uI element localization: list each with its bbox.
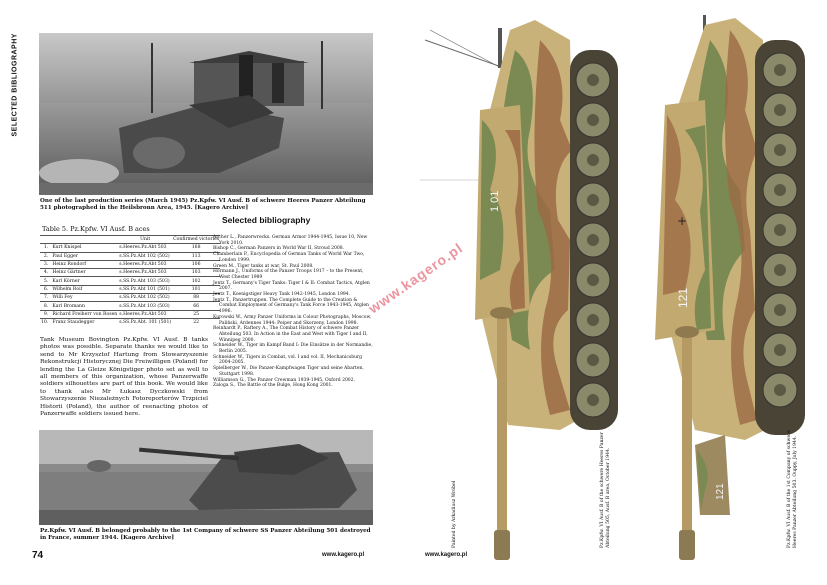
photo1-caption: One of the last production series (March 1945) Pz.Kpfw. VI Ausf. B of schwere Heeres Panzer Abteilung 511 photographed in the Heilsbronn Area, 1945. [Kagero Archive] <box>40 198 366 211</box>
table-cell: s.SS.Pz.Abt. 101 (501) <box>119 320 172 326</box>
website-footer-left: www.kagero.pl <box>322 552 365 558</box>
header-cell: Unit <box>118 236 172 244</box>
website-footer-right: www.kagero.pl <box>425 552 468 558</box>
turret-rear-number: 121 <box>715 483 726 500</box>
table-row <box>40 310 220 318</box>
header-cell <box>40 236 51 244</box>
table-cell: 102 <box>172 277 220 285</box>
watermark: www.kagero.pl <box>365 239 466 317</box>
bibliography-entry: Spielberger W., Die Panzer-Kampfwagen Tiger und seine Abarten, Stuttgart 1998. <box>213 366 364 377</box>
bibliography-entry: Kurowski W., Army Panzer Uniforms in Colour Photographs, Moscow, Paliński, Ardennes 1944: Peiper and Skorzeny, London 1998. <box>213 314 372 326</box>
table-cell: 3. <box>40 260 51 268</box>
table-cell: 5. <box>40 277 51 285</box>
table-row <box>40 260 220 268</box>
table-cell: 22 <box>172 318 220 326</box>
aces-table-caption: Table 5. Pz.Kpfw. VI Ausf. B aces <box>42 225 150 233</box>
page-number: 74 <box>32 550 44 561</box>
acknowledgement-text: Tank Museum Bovington Pz.Kpfw. VI Ausf. B tanks photos was possible. Separate thanks we would like to send to Mr Krzysztof Hartung from Stowarzyszenie Rekonstrukcji Historycznej Die Freiwilligen (Poland) for lending the La Gleize Königstiger photo set as well to all members of this organization, whose Panzerwaffe soldiers silhouettes are part of this book. We would like to thank also Mr Łukasz Dyczkowski from Stowarzyszenie Niezależnych Fotoreporterów Trzpiciel Historii (Poland), the author of reenacting photos of Panzerwaffe soldiers issued here. <box>40 337 208 418</box>
destroyed-tank-photo <box>39 430 373 525</box>
bibliography-entry: Zaloga S., The Battle of the Bulge, Hong Kong 2001. <box>213 383 333 389</box>
table-cell: Karl Bromann <box>51 302 118 310</box>
header-cell <box>51 236 118 244</box>
table-cell: 6. <box>40 285 51 293</box>
header-cell: Confirmed victories <box>173 237 220 243</box>
tank-profile-1 <box>420 10 620 580</box>
aces-table-body <box>40 244 220 326</box>
table-cell: 10. <box>40 318 51 326</box>
photo2-caption: Pz.Kpfw. VI Ausf. B belonged probably to the 1st Company of schwere SS Panzer Abteilung 501 destroyed in France, summer 1944. [Kagero Archive] <box>40 528 371 541</box>
aces-table <box>40 225 220 326</box>
section-side-tab-label: SELECTED BIBLIOGRAPHY <box>11 33 19 137</box>
bibliography-entry: Williamson G., The Panzer Crewman 1939-1945, Oxford 2002. <box>213 377 355 383</box>
table-cell: s.SS.Pz.Abt 102 (502) <box>118 252 172 260</box>
table-cell: s.Heeres.Pz.Abt 503 <box>118 260 172 268</box>
bibliography-entry: Bishop C., German Panzers in World War II, Stroud 2008. <box>213 246 345 252</box>
table-cell: 25 <box>172 310 220 318</box>
bibliography-entry: Jentz T., Germany's Tiger Tanks: Tiger I & II: Combat Tactics, Atglen 2007. <box>213 280 370 292</box>
profile2-caption: Pz.Kpfw. VI Ausf. B of the 1st Company of schwere Heeres Panzer Abteilung 503. Ouppy, July 1944. <box>787 429 798 548</box>
table-cell: Franz Staudegger <box>51 318 118 326</box>
table-cell: s.Heeres.Pz.Abt 503 <box>118 269 172 277</box>
table-cell: Wilhelm Roif <box>51 285 118 293</box>
table-row <box>40 252 220 260</box>
bibliography-entry: Archer L., Panzerwrecks. German Armor 1944-1945, Issue 10, New York 2010. <box>213 235 368 246</box>
table-cell: Heinz Gärtner <box>51 269 118 277</box>
bibliography-entry: Reinhardt P., Raftery A., The Combat History of schwere Panzer Abteilung 503. In Action in the East and West with Tiger I and II, Winnipeg 2000. <box>213 326 368 343</box>
left-page <box>0 0 413 585</box>
table-cell: Kurt Knispel <box>51 244 118 252</box>
table-row <box>40 294 220 302</box>
table-cell: s.SS.Pz.Abt 102 (502) <box>118 294 172 302</box>
bibliography-entry: Jentz T., Koenigstiger Heavy Tank 1942-1945, London 1994. <box>213 292 350 298</box>
bibliography-title: Selected bibliography <box>222 215 311 225</box>
gun-barrel-2 <box>682 330 692 540</box>
gun-barrel-1 <box>497 310 507 540</box>
illustration-credit: Painted by Arkadiusz Wróbel <box>452 480 457 548</box>
table-cell: s.Heeres.Pz.Abt 503 <box>118 310 172 318</box>
antenna-1 <box>425 40 510 70</box>
table-cell: 7. <box>40 294 51 302</box>
tank2-number: 121 <box>676 287 690 308</box>
table-cell: 101 <box>172 285 220 293</box>
svg-text:+: + <box>677 214 688 228</box>
wrecked-tank-photo-image <box>39 33 373 195</box>
table-cell: s.Heeres.Pz.Abt 503 <box>118 244 172 252</box>
table-row <box>40 244 220 252</box>
table-cell: 106 <box>172 260 220 268</box>
bibliography-entry: Hormann J., Uniforms of the Panzer Troops 1917 – to the Present, West Chester 1989 <box>213 269 364 280</box>
table-cell: 88 <box>172 294 220 302</box>
section-side-tab <box>8 30 20 140</box>
table-cell: Willi Fey <box>51 294 118 302</box>
table-row <box>40 277 220 285</box>
profile1-caption: Pz.Kpfw. VI Ausf. B of the schwere Heeres Panzer Abteilung 505, Ausf. B area, October 1944. <box>600 432 611 548</box>
table-cell: 8. <box>40 302 51 310</box>
table-cell: 4. <box>40 269 51 277</box>
table-cell: 9. <box>40 310 51 318</box>
table-cell: s.SS.Pz.Abt 103 (503) <box>118 277 172 285</box>
table-cell: 1. <box>40 244 51 252</box>
tank1-number: 1 01 <box>489 190 501 212</box>
table-cell: Paul Egger <box>51 252 118 260</box>
table-cell: 113 <box>172 252 220 260</box>
table-cell: 66 <box>172 302 220 310</box>
table-row <box>40 285 220 293</box>
table-cell: Heinz Rondorf <box>51 260 118 268</box>
table-cell: s.SS.Pz.Abt 101 (501) <box>118 285 172 293</box>
bibliography-entry: Jentz T., Panzertruppen. The Complete Guide to the Creation & Combat Employment of Germany's Tank Force 1943-1945, Atglen 1996. <box>213 297 369 315</box>
table-row <box>40 269 220 277</box>
table-row <box>40 302 220 310</box>
table-cell: s.SS.Pz.Abt 103 (503) <box>118 302 172 310</box>
table-cell: 168 <box>172 244 220 252</box>
table-cell: Richard Freiherr von Rosen <box>52 311 118 317</box>
table-cell: 103 <box>172 269 220 277</box>
table-row <box>40 318 220 326</box>
bibliography-list <box>213 235 375 389</box>
table-cell: 2. <box>40 252 51 260</box>
wrecked-tank-photo <box>39 33 373 195</box>
table-cell: Karl Körner <box>51 277 118 285</box>
bibliography-entry: Chamberlain P., Encyclopedia of German Tanks of World War Two, London 1999. <box>213 252 365 263</box>
bibliography-entry: Green M., Tiger tanks at war, St. Paul 2008. <box>213 263 314 269</box>
bibliography-entry: Schneider W., Tigers in Combat, vol. I and vol. II, Mechanicsburg 2004-2005. <box>213 354 363 366</box>
aces-table-header <box>40 236 220 244</box>
destroyed-tank-photo-image <box>39 430 373 525</box>
bibliography-entry: Schneider W., Tiger im Kampf Band I: Die Einsätze in der Normandie, Berlin 2005. <box>213 343 373 355</box>
